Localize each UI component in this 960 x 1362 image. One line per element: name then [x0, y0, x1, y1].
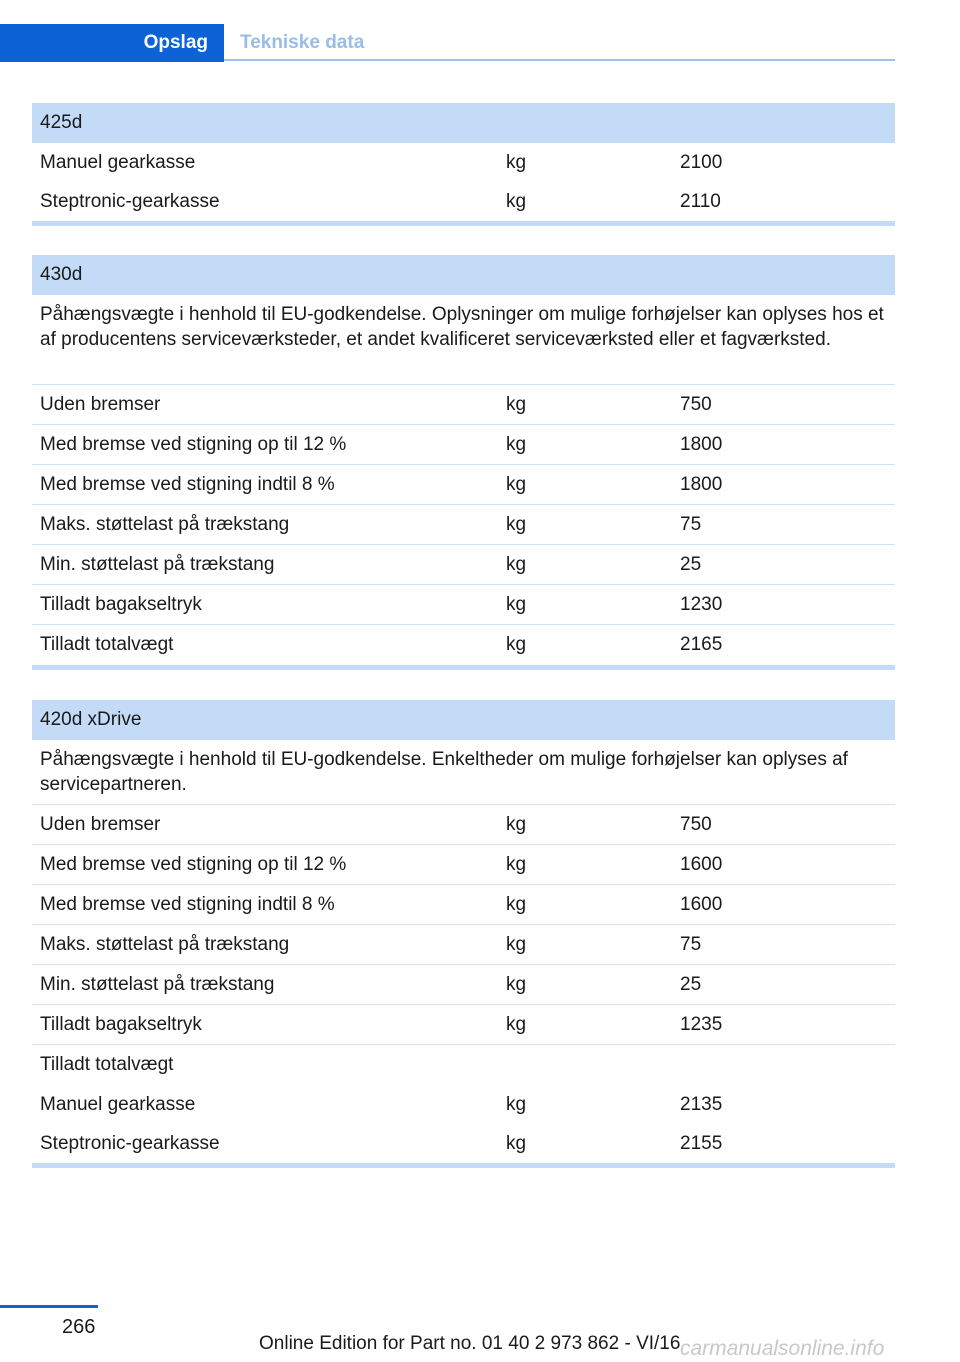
table-row — [32, 505, 895, 545]
row-value: 2165 — [680, 634, 723, 655]
row-unit: kg — [506, 513, 527, 535]
row-label: Manuel gearkasse — [40, 1093, 196, 1115]
table-title: 425d — [32, 103, 895, 143]
table-row — [32, 805, 895, 845]
row-unit: kg — [506, 433, 527, 455]
table-end-bar — [32, 1163, 895, 1168]
row-label: Steptronic-gearkasse — [40, 1132, 220, 1154]
table-title: 430d — [32, 255, 895, 295]
row-label: Maks. støttelast på trækstang — [40, 513, 290, 535]
row-unit: kg — [506, 813, 527, 835]
table-420d-xdrive — [32, 700, 895, 1168]
row-label: Med bremse ved stigning indtil 8 % — [40, 473, 335, 495]
row-value: 75 — [680, 933, 702, 955]
row-value: 750 — [680, 813, 712, 835]
row-value: 75 — [680, 513, 702, 535]
row-value: 25 — [680, 553, 702, 575]
row-unit: kg — [506, 593, 527, 615]
row-unit: kg — [506, 893, 527, 915]
table-row — [32, 465, 895, 505]
row-value: 1600 — [680, 893, 723, 915]
table-430d — [32, 255, 895, 670]
row-unit: kg — [506, 473, 527, 495]
footer-accent-line — [0, 1305, 98, 1308]
row-value: 1235 — [680, 1013, 723, 1035]
table-note: Påhængsvægte i henhold til EU-godkendelse. Enkeltheder om mulige forhøjelser kan oplyses af servicepartneren. — [32, 740, 895, 805]
row-unit: kg — [506, 634, 527, 655]
table-425d — [32, 103, 895, 226]
row-label: Uden bremser — [40, 393, 161, 415]
row-unit: kg — [506, 933, 527, 955]
row-label: Med bremse ved stigning indtil 8 % — [40, 893, 335, 915]
row-unit: kg — [506, 152, 527, 173]
table-row — [32, 1124, 895, 1163]
tab-opslag[interactable]: Opslag — [0, 24, 224, 62]
edition-text: Online Edition for Part no. 01 40 2 973 862 - VI/16 — [259, 1333, 681, 1354]
row-label: Tilladt totalvægt — [40, 1054, 174, 1075]
row-value: 2110 — [680, 191, 721, 212]
page-number: 266 — [62, 1316, 96, 1338]
table-row — [32, 183, 895, 221]
row-label: Manuel gearkasse — [40, 152, 196, 173]
table-end-bar — [32, 221, 895, 226]
page-header — [0, 0, 960, 62]
row-unit: kg — [506, 191, 527, 212]
row-label: Med bremse ved stigning op til 12 % — [40, 433, 347, 455]
row-unit: kg — [506, 973, 527, 995]
table-row — [32, 845, 895, 885]
row-label: Tilladt bagakseltryk — [40, 593, 202, 615]
row-unit: kg — [506, 1013, 527, 1035]
row-value: 2155 — [680, 1132, 723, 1154]
table-row — [32, 885, 895, 925]
row-label: Uden bremser — [40, 813, 161, 835]
row-label: Tilladt bagakseltryk — [40, 1013, 202, 1035]
table-note: Påhængsvægte i henhold til EU-godkendelse. Oplysninger om mulige forhøjelser kan oplyses hos et af producentens serviceværksteder, et andet kvalificeret serviceværksted eller et fagværksted. — [32, 295, 895, 385]
table-row — [32, 385, 895, 425]
table-row — [32, 143, 895, 183]
row-unit: kg — [506, 553, 527, 575]
row-value: 1600 — [680, 853, 723, 875]
row-value: 2100 — [680, 152, 723, 173]
table-row-total-heading — [32, 1045, 895, 1085]
row-label: Min. støttelast på trækstang — [40, 553, 275, 575]
row-unit: kg — [506, 393, 527, 415]
table-row — [32, 625, 895, 665]
table-row — [32, 965, 895, 1005]
row-label: Steptronic-gearkasse — [40, 191, 220, 212]
watermark: carmanualsonline.info — [680, 1337, 885, 1360]
row-label: Med bremse ved stigning op til 12 % — [40, 853, 347, 875]
row-value: 1800 — [680, 473, 723, 495]
table-row — [32, 585, 895, 625]
table-row — [32, 1005, 895, 1045]
table-row — [32, 545, 895, 585]
row-label: Tilladt totalvægt — [40, 634, 174, 655]
row-value: 2135 — [680, 1093, 723, 1115]
row-value: 25 — [680, 973, 702, 995]
table-row — [32, 1085, 895, 1124]
table-title: 420d xDrive — [32, 700, 895, 740]
row-label: Min. støttelast på trækstang — [40, 973, 275, 995]
row-label: Maks. støttelast på trækstang — [40, 933, 290, 955]
row-value: 750 — [680, 393, 712, 415]
row-unit: kg — [506, 1093, 527, 1115]
table-row — [32, 925, 895, 965]
row-value: 1230 — [680, 593, 723, 615]
row-value: 1800 — [680, 433, 723, 455]
table-end-bar — [32, 665, 895, 670]
tab-tekniske-data[interactable]: Tekniske data — [240, 32, 365, 53]
row-unit: kg — [506, 853, 527, 875]
row-unit: kg — [506, 1132, 527, 1154]
table-row — [32, 425, 895, 465]
header-divider — [224, 59, 895, 61]
